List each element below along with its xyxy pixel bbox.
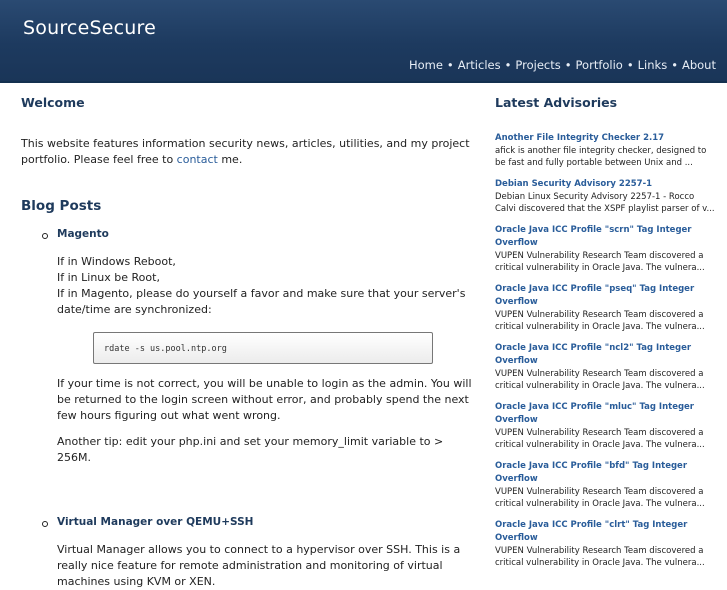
advisories-heading: Latest Advisories: [495, 95, 618, 110]
nav-separator: •: [564, 58, 572, 72]
site-header: [0, 0, 727, 83]
post-line: If in Windows Reboot,: [57, 255, 176, 268]
welcome-text-before: This website features information security news, articles, utilities, and my project portfolio. Please feel free to: [21, 137, 470, 166]
advisory-link[interactable]: Debian Security Advisory 2257-1: [495, 179, 653, 189]
advisory-item: [495, 460, 717, 510]
advisory-link[interactable]: Oracle Java ICC Profile "ncl2" Tag Integer Overflow: [495, 343, 692, 366]
main-nav: [409, 58, 716, 72]
nav-about[interactable]: About: [681, 58, 716, 72]
advisory-link[interactable]: Oracle Java ICC Profile "scrn" Tag Integer Overflow: [495, 225, 692, 248]
site-title[interactable]: SourceSecure: [23, 17, 156, 39]
nav-home[interactable]: Home: [408, 58, 443, 72]
post-body: [57, 542, 473, 590]
advisory-item: [495, 224, 717, 274]
nav-projects[interactable]: Projects: [515, 58, 561, 72]
advisory-summary: VUPEN Vulnerability Research Team discovered a critical vulnerability in Oracle Java. The vulnera...: [495, 310, 705, 332]
advisory-item: [495, 132, 717, 169]
blog-heading: Blog Posts: [21, 198, 102, 214]
advisory-summary: VUPEN Vulnerability Research Team discovered a critical vulnerability in Oracle Java. The vulnera...: [495, 369, 705, 391]
advisory-summary: VUPEN Vulnerability Research Team discovered a critical vulnerability in Oracle Java. The vulnera...: [495, 428, 705, 450]
welcome-heading: Welcome: [21, 95, 85, 110]
nav-separator: •: [671, 58, 678, 72]
advisory-link[interactable]: Another File Integrity Checker 2.17: [495, 133, 665, 143]
post-body: [57, 254, 473, 466]
nav-links[interactable]: Links: [637, 58, 668, 72]
blog-post: [57, 228, 473, 466]
post-paragraph: If your time is not correct, you will be unable to login as the admin. You will be returned to the login screen without error, and probably spend the next few hours figuring out what went wrong.: [57, 377, 472, 422]
advisory-item: [495, 283, 717, 333]
advisory-link[interactable]: Oracle Java ICC Profile "pseq" Tag Integer Overflow: [495, 284, 695, 307]
nav-separator: •: [446, 58, 454, 72]
list-bullet: [42, 233, 48, 239]
advisory-list: [495, 132, 717, 569]
advisory-item: [495, 401, 717, 451]
code-block: rdate -s us.pool.ntp.org: [93, 332, 433, 364]
nav-separator: •: [504, 58, 512, 72]
nav-articles[interactable]: Articles: [457, 58, 501, 72]
post-paragraph: Another tip: edit your php.ini and set your memory_limit variable to > 256M.: [57, 435, 444, 464]
post-line: If in Magento, please do yourself a favor and make sure that your server's date/time are synchronized:: [57, 287, 466, 316]
post-paragraph: Virtual Manager allows you to connect to a hypervisor over SSH. This is a really nice feature for remote administration and monitoring of virtual machines using KVM or XEN.: [57, 543, 461, 588]
advisory-link[interactable]: Oracle Java ICC Profile "clrt" Tag Integer Overflow: [495, 520, 688, 543]
advisory-summary: Debian Linux Security Advisory 2257-1 - Rocco Calvi discovered that the XSPF playlist parser of v...: [495, 192, 715, 214]
nav-separator: •: [626, 58, 634, 72]
advisory-summary: VUPEN Vulnerability Research Team discovered a critical vulnerability in Oracle Java. The vulnera...: [495, 251, 705, 273]
advisory-summary: VUPEN Vulnerability Research Team discovered a critical vulnerability in Oracle Java. The vulnera...: [495, 487, 705, 509]
sidebar: [495, 95, 717, 578]
blog-post: [57, 516, 473, 590]
welcome-text-after: me.: [217, 153, 243, 166]
welcome-text: [21, 136, 473, 168]
nav-portfolio[interactable]: Portfolio: [575, 58, 623, 72]
advisory-item: [495, 178, 717, 215]
contact-link[interactable]: contact: [176, 153, 218, 166]
advisory-item: [495, 342, 717, 392]
advisory-summary: afick is another file integrity checker, designed to be fast and fully portable between Unix and ...: [495, 146, 707, 168]
advisory-summary: VUPEN Vulnerability Research Team discovered a critical vulnerability in Oracle Java. The vulnera...: [495, 546, 705, 568]
post-line: If in Linux be Root,: [57, 271, 160, 284]
advisory-link[interactable]: Oracle Java ICC Profile "mluc" Tag Integer Overflow: [495, 402, 695, 425]
post-title-virtual-manager[interactable]: Virtual Manager over QEMU+SSH: [57, 516, 254, 528]
list-bullet: [42, 521, 48, 527]
post-title-magento[interactable]: Magento: [57, 228, 109, 240]
advisory-item: [495, 519, 717, 569]
main-content: [21, 95, 473, 590]
advisory-link[interactable]: Oracle Java ICC Profile "bfd" Tag Integer Overflow: [495, 461, 688, 484]
